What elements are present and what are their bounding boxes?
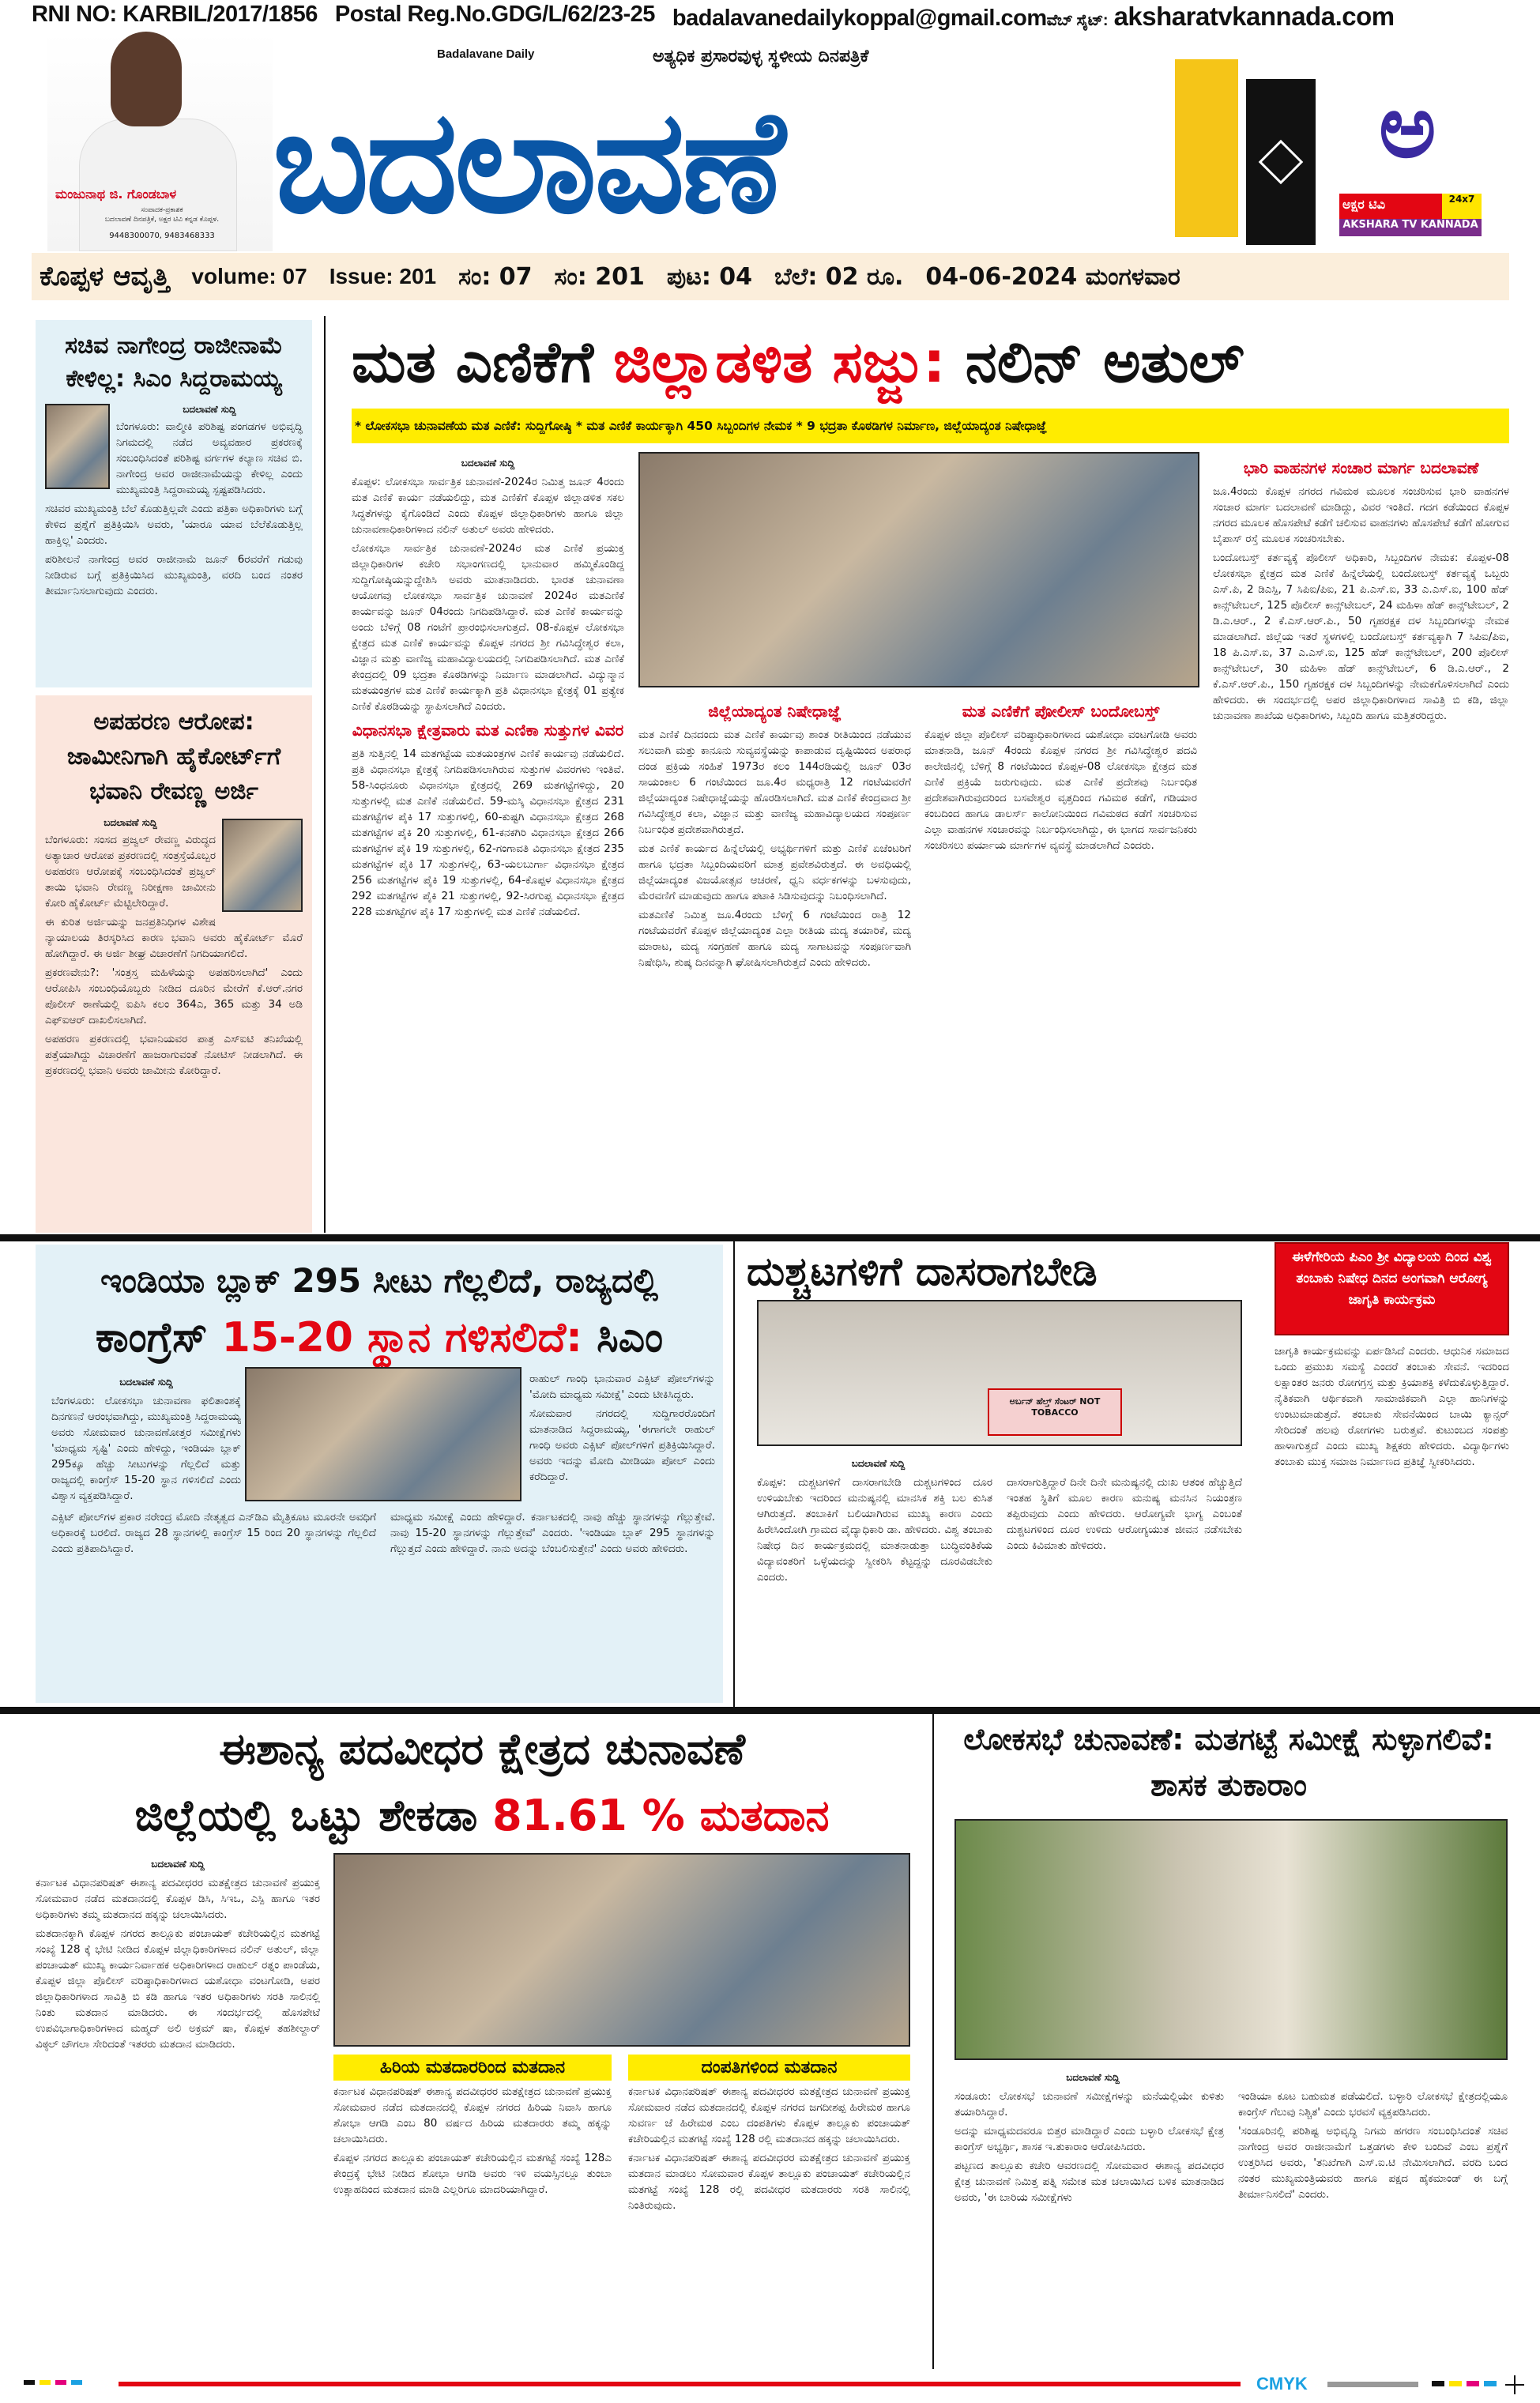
headline: ಸಚಿವ ನಾಗೇಂದ್ರ ರಾಜೀನಾಮೆ ಕೇಳಿಲ್ಲ: ಸಿಎಂ ಸಿದ್ದರಾಮಯ್ಯ xyxy=(65,332,283,393)
tobacco-event-photo xyxy=(757,1300,1242,1446)
paragraph: ಕರ್ನಾಟಕ ವಿಧಾನಪರಿಷತ್ ಈಶಾನ್ಯ ಪದವೀಧರರ ಮತಕ್ಷೇತ್ರದ ಚುನಾವಣೆ ಪ್ರಯುಕ್ತ ಸೋಮವಾರ ನಡೆದ ಮತದಾನದಲ್ಲಿ ಕೊಪ್ಪಳ ನಗರದ ಜಗದೀಶಪ್ಪ ಹಿರೇಮಠ ಹಾಗೂ ಸುವರ್ಣ ಜೆ ಹಿರೇಮಠ ಎಂಬ ದಂಪತಿಗಳು ಕೊಪ್ಪಳ ತಾಲ್ಲೂಕು ಪಂಚಾಯತ್ ಕಚೇರಿಯಲ್ಲಿನ ಮತಗಟ್ಟೆ ಸಂಖ್ಯೆ 128 ರಲ್ಲಿ ಮತದಾನದ ಹಕ್ಕನ್ನು ಚಲಾಯಿಸಿದರು. xyxy=(628,2085,910,2145)
officials-voting-photo xyxy=(333,1853,910,2047)
volume: volume: 07 xyxy=(191,264,307,288)
headline: ಇಂಡಿಯಾ ಬ್ಲಾಕ್ 295 ಸೀಟು ಗೆಲ್ಲಲಿದೆ, ರಾಜ್ಯದಲ್ಲಿ xyxy=(100,1261,658,1300)
subhead: ಜಿಲ್ಲೆಯಾದ್ಯಂತ ನಿಷೇಧಾಜ್ಞೆ xyxy=(708,702,842,721)
editor-role: ಸಂಪಾದಕ-ಪ್ರಕಾಶಕ ಬದಲಾವಣೆ ದಿನಪತ್ರಿಕೆ, ಅಕ್ಷರ ಟಿವಿ ಕನ್ನಡ ಕೊಪ್ಪಳ. xyxy=(104,206,220,224)
mla-voting-photo xyxy=(954,1819,1508,2060)
paragraph: ಲೋಕಸಭಾ ಸಾರ್ವತ್ರಿಕ ಚುನಾವಣೆ-2024ರ ಮತ ಎಣಿಕೆ ಪ್ರಯುಕ್ತ ಜಿಲ್ಲಾಧಿಕಾರಿಗಳ ಕಚೇರಿ ಸಭಾಂಗಣದಲ್ಲಿ ಭಾನುವಾರ ಹಮ್ಮಿಕೊಂಡಿದ್ದ ಸುದ್ದಿಗೋಷ್ಠಿಯನ್ನುದ್ದೇಶಿಸಿ ಅವರು ಮಾತನಾಡಿದರು. ಭಾರತ ಚುನಾವಣಾ ಆಯೋಗವು ಲೋಕಸಭಾ ಸಾರ್ವತ್ರಿಕ ಚುನಾವಣೆ 2024ರ ಮತಎಣಿಕೆ ಕಾರ್ಯವನ್ನು ಜೂನ್ 04ರಂದು ನಿಗದಿಪಡಿಸಿದ್ದಾರೆ. ಮತ ಎಣಿಕೆ ಕಾರ್ಯವನ್ನು ಅಂದು ಬೆಳಿಗ್ಗೆ 08 ಗಂಟೆಗೆ ಪ್ರಾರಂಭಿಸಲಾಗುತ್ತದೆ. 08-ಕೊಪ್ಪಳ ಲೋಕಸಭಾ ಕ್ಷೇತ್ರದ ಮತ ಎಣಿಕೆ ಕಾರ್ಯವನ್ನು ಕೊಪ್ಪಳ ನಗರದ ಶ್ರೀ ಗವಿಸಿದ್ಧೇಶ್ವರ ಕಲಾ, ವಿಜ್ಞಾನ ಮತ್ತು ವಾಣಿಜ್ಯ ಮಹಾವಿದ್ಯಾಲಯದಲ್ಲಿ ನಿಗದಿಪಡಿಸಲಾಗಿದೆ. ಮತ ಎಣಿಕೆ ಕೇಂದ್ರದಲ್ಲಿ 09 ಭದ್ರತಾ ಕೊಠಡಿಗಳನ್ನು ನಿರ್ಮಾಣ ಮಾಡಲಾಗಿದೆ. ವಿದ್ಯುನ್ಮಾನ ಮತಯಂತ್ರಗಳ ಮತ ಎಣಿಕೆ ಕಾರ್ಯಕ್ಕಾಗಿ ಪ್ರತಿ ವಿಧಾನಸಭಾ ಕ್ಷೇತ್ರಕ್ಕೆ 01 ಪ್ರತ್ಯೇಕ ಎಣಿಕೆ ಕೊಠಡಿಯನ್ನು ಸ್ಥಾಪಿಸಲಾಗಿದೆ ಎಂದರು. xyxy=(352,542,624,713)
northeast-body: ಬದಲಾವಣೆ ಸುದ್ದಿ ಕರ್ನಾಟಕ ವಿಧಾನಪರಿಷತ್ ಈಶಾನ್ಯ ಪದವೀಧರರ ಮತಕ್ಷೇತ್ರದ ಚುನಾವಣೆ ಪ್ರಯುಕ್ತ ಸೋಮವಾರ ನಡೆದ ಮತದಾನದಲ್ಲಿ ಕೊಪ್ಪಳ ಡಿಸಿ, ಸಿಇಒ, ಎಸ್ಪಿ ಹಾಗೂ ಇತರ ಅಧಿಕಾರಿಗಳು ತಮ್ಮ ಮತದಾನದ ಹಕ್ಕನ್ನು ಚಲಾಯಿಸಿದರು. ಮತದಾನಕ್ಕಾಗಿ ಕೊಪ್ಪಳ ನಗರದ ತಾಲ್ಲೂಕು ಪಂಚಾಯತ್ ಕಚೇರಿಯಲ್ಲಿನ ಮತಗಟ್ಟೆ ಸಂಖ್ಯೆ 128 ಕ್ಕೆ ಭೇಟಿ ನೀಡಿದ ಕೊಪ್ಪಳ ಜಿಲ್ಲಾಧಿಕಾರಿಗಳಾದ ನಲಿನ್ ಅತುಲ್, ಜಿಲ್ಲಾ ಪಂಚಾಯತ್ ಮುಖ್ಯ ಕಾರ್ಯನಿರ್ವಾಹಕ ಅಧಿಕಾರಿಗಳಾದ ರಾಹುಲ್ ರತ್ನಂ ಪಾಂಡೆಯ, ಕೊಪ್ಪಳ ಜಿಲ್ಲಾ ಪೊಲೀಸ್ ವರಿಷ್ಠಾಧಿಕಾರಿಗಳಾದ ಯಶೋಧಾ ವಂಟಗೋಡಿ, ಅಪರ ಜಿಲ್ಲಾಧಿಕಾರಿಗಳಾದ ಸಾವಿತ್ರಿ ಬಿ ಕಡಿ ಹಾಗೂ ಇತರ ಅಧಿಕಾರಿಗಳು ಸರತಿ ಸಾಲಿನಲ್ಲಿ ನಿಂತು ಮತದಾನ ಮಾಡಿದರು. ಈ ಸಂದರ್ಭದಲ್ಲಿ ಹೊಸಪೇಟೆ ಉಪವಿಭಾಗಾಧಿಕಾರಿಗಳಾದ ಮಹ್ಮದ್ ಅಲಿ ಅಕ್ರಮ್ ಷಾ, ಕೊಪ್ಪಳ ತಹಶೀಲ್ದಾರ್ ವಿಠ್ಠಲ್ ಚೌಗಲಾ ಸೇರಿದಂತೆ ಇತರರು ಮತದಾನ ಮಾಡಿದರು. xyxy=(36,1859,320,2051)
paragraph: ಕರ್ನಾಟಕ ವಿಧಾನಪರಿಷತ್ ಈಶಾನ್ಯ ಪದವೀಧರರ ಮತಕ್ಷೇತ್ರದ ಚುನಾವಣೆ ಪ್ರಯುಕ್ತ ಸೋಮವಾರ ನಡೆದ ಮತದಾನದಲ್ಲಿ ಕೊಪ್ಪಳ ನಗರದ ಹಿರಿಯ ನಿವಾಸಿ ಹಾಗೂ ಶೋಭಾ ಆಗಡಿ ಎಂಬ 80 ವರ್ಷದ ಹಿರಿಯ ಮತದಾರರು ತಮ್ಮ ಹಕ್ಕನ್ನು ಚಲಾಯಿಸಿದರು. xyxy=(333,2085,612,2145)
lead-col1: ಬದಲಾವಣೆ ಸುದ್ದಿ ಕೊಪ್ಪಳ: ಲೋಕಸಭಾ ಸಾರ್ವತ್ರಿಕ ಚುನಾವಣೆ-2024ರ ನಿಮಿತ್ತ ಜೂನ್ 4ರಂದು ಮತ ಎಣಿಕೆ ಕಾರ್ಯ ನಡೆಯಲಿದ್ದು, ಮತ ಎಣಿಕೆಗೆ ಕೊಪ್ಪಳ ಜಿಲ್ಲಾಡಳಿತ ಸಕಲ ಸಿದ್ಧತೆಗಳನ್ನು ಕೈಗೊಂಡಿದೆ ಎಂದು ಕೊಪ್ಪಳ ಜಿಲ್ಲಾಧಿಕಾರಿಗಳು ಹಾಗೂ ಜಿಲ್ಲಾ ಚುನಾವಣಾಧಿಕಾರಿಗಳಾದ ನಲಿನ್ ಅತುಲ್ ಅವರು ಹೇಳಿದರು. ಲೋಕಸಭಾ ಸಾರ್ವತ್ರಿಕ ಚುನಾವಣೆ-2024ರ ಮತ ಎಣಿಕೆ ಪ್ರಯುಕ್ತ ಜಿಲ್ಲಾಧಿಕಾರಿಗಳ ಕಚೇರಿ ಸಭಾಂಗಣದಲ್ಲಿ ಭಾನುವಾರ ಹಮ್ಮಿಕೊಂಡಿದ್ದ ಸುದ್ದಿಗೋಷ್ಠಿಯನ್ನುದ್ದೇಶಿಸಿ ಅವರು ಮಾತನಾಡಿದರು. ಭಾರತ ಚುನಾವಣಾ ಆಯೋಗವು ಲೋಕಸಭಾ ಸಾರ್ವತ್ರಿಕ ಚುನಾವಣೆ 2024ರ ಮತಎಣಿಕೆ ಕಾರ್ಯವನ್ನು ಜೂನ್ 04ರಂದು ನಿಗದಿಪಡಿಸಿದ್ದಾರೆ. ಮತ ಎಣಿಕೆ ಕಾರ್ಯವನ್ನು ಅಂದು ಬೆಳಿಗ್ಗೆ 08 ಗಂಟೆಗೆ ಪ್ರಾರಂಭಿಸಲಾಗುತ್ತದೆ. 08-ಕೊಪ್ಪಳ ಲೋಕಸಭಾ ಕ್ಷೇತ್ರದ ಮತ ಎಣಿಕೆ ಕಾರ್ಯವನ್ನು ಕೊಪ್ಪಳ ನಗರದ ಶ್ರೀ ಗವಿಸಿದ್ಧೇಶ್ವರ ಕಲಾ, ವಿಜ್ಞಾನ ಮತ್ತು ವಾಣಿಜ್ಯ ಮಹಾವಿದ್ಯಾಲಯದಲ್ಲಿ ನಿಗದಿಪಡಿಸಲಾಗಿದೆ. ಮತ ಎಣಿಕೆ ಕೇಂದ್ರದಲ್ಲಿ 09 ಭದ್ರತಾ ಕೊಠಡಿಗಳನ್ನು ನಿರ್ಮಾಣ ಮಾಡಲಾಗಿದೆ. ವಿದ್ಯುನ್ಮಾನ ಮತಯಂತ್ರಗಳ ಮತ ಎಣಿಕೆ ಕಾರ್ಯಕ್ಕಾಗಿ ಪ್ರತಿ ವಿಧಾನಸಭಾ ಕ್ಷೇತ್ರಕ್ಕೆ 01 ಪ್ರತ್ಯೇಕ ಎಣಿಕೆ ಕೊಠಡಿಯನ್ನು ಸ್ಥಾಪಿಸಲಾಗಿದೆ ಎಂದರು. ವಿಧಾನಸಭಾ ಕ್ಷೇತ್ರವಾರು ಮತ ಎಣಿಕಾ ಸುತ್ತುಗಳ ವಿವರ ಪ್ರತಿ ಸುತ್ತಿನಲ್ಲಿ 14 ಮತಗಟ್ಟೆಯ ಮತಯಂತ್ರಗಳ ಎಣಿಕೆ ಕಾರ್ಯವು ನಡೆಯಲಿದೆ. ಪ್ರತಿ ವಿಧಾನಸಭಾ ಕ್ಷೇತ್ರಕ್ಕೆ ನಿಗದಿಪಡಿಸಲಾಗಿರುವ ಸುತ್ತುಗಳ ವಿವರಗಳು ಇಂತಿವೆ. 58-ಸಿಂಧನೂರು ವಿಧಾನಸಭಾ ಕ್ಷೇತ್ರದಲ್ಲಿ 269 ಮತಗಟ್ಟೆಗಳಿದ್ದು, 20 ಸುತ್ತುಗಳಲ್ಲಿ ಮತ ಎಣಿಕೆ ನಡೆಯಲಿದೆ. 59-ಮಸ್ಕಿ ವಿಧಾನಸಭಾ ಕ್ಷೇತ್ರದ 231 ಮತಗಟ್ಟೆಗಳ ಪೈಕಿ 17 ಸುತ್ತುಗಳಲ್ಲಿ, 60-ಕುಷ್ಟಗಿ ವಿಧಾನಸಭಾ ಕ್ಷೇತ್ರದ 268 ಮತಗಟ್ಟೆಗಳ ಪೈಕಿ 20 ಸುತ್ತುಗಳಲ್ಲಿ, 61-ಕನಕಗಿರಿ ವಿಧಾನಸಭಾ ಕ್ಷೇತ್ರದ 266 ಮತಗಟ್ಟೆಗಳ ಪೈಕಿ 19 ಸುತ್ತುಗಳಲ್ಲಿ, 62-ಗಂಗಾವತಿ ವಿಧಾನಸಭಾ ಕ್ಷೇತ್ರದ 235 ಮತಗಟ್ಟೆಗಳ ಪೈಕಿ 17 ಸುತ್ತುಗಳಲ್ಲಿ, 63-ಯಲಬುರ್ಗಾ ವಿಧಾನಸಭಾ ಕ್ಷೇತ್ರದ 256 ಮತಗಟ್ಟೆಗಳ ಪೈಕಿ 19 ಸುತ್ತುಗಳಲ್ಲಿ, 64-ಕೊಪ್ಪಳ ವಿಧಾನಸಭಾ ಕ್ಷೇತ್ರದ 292 ಮತಗಟ್ಟೆಗಳ ಪೈಕಿ 21 ಸುತ್ತುಗಳಲ್ಲಿ, 92-ಸಿರಗುಪ್ಪ ವಿಧಾನಸಭಾ ಕ್ಷೇತ್ರದ 228 ಮತಗಟ್ಟೆಗಳ ಪೈಕಿ 17 ಸುತ್ತುಗಳಲ್ಲಿ ಮತ ಎಣಿಕೆ ನಡೆಯಲಿದೆ. xyxy=(352,458,624,918)
paragraph: ಬೆಂಗಳೂರು: ಲೋಕಸಭಾ ಚುನಾವಣಾ ಫಲಿತಾಂಶಕ್ಕೆ ದಿನಗಣನೆ ಆರಂಭವಾಗಿದ್ದು, ಮುಖ್ಯಮಂತ್ರಿ ಸಿದ್ದರಾಮಯ್ಯ ಅವರು ಸೋಮವಾರ ಚುನಾವಣೋತ್ತರ ಸಮೀಕ್ಷೆಗಳು 'ಮಾಧ್ಯಮ ಸೃಷ್ಟಿ' ಎಂದು ಹೇಳಿದ್ದು, ಇಂಡಿಯಾ ಬ್ಲಾಕ್ 295ಕ್ಕೂ ಹೆಚ್ಚು ಸೀಟುಗಳನ್ನು ಗೆಲ್ಲಲಿದೆ ಮತ್ತು ರಾಜ್ಯದಲ್ಲಿ ಕಾಂಗ್ರೆಸ್ 15-20 ಸ್ಥಾನ ಗಳಿಸಲಿದೆ ಎಂದು ವಿಶ್ವಾಸ ವ್ಯಕ್ತಪಡಿಸಿದ್ದಾರೆ. xyxy=(51,1395,241,1502)
bhavani-photo xyxy=(222,819,303,912)
website-link[interactable]: aksharatvkannada.com xyxy=(1113,2,1395,31)
price: ಬೆಲೆ: 02 ರೂ. xyxy=(774,262,904,291)
tobacco-box-headline: ಈಳೆಗೇರಿಯ ಪಿಎಂ ಶ್ರೀ ವಿದ್ಯಾಲಯ ದಿಂದ ವಿಶ್ವ ತಂಬಾಕು ನಿಷೇಧ ದಿನದ ಅಂಗವಾಗಿ ಆರೋಗ್ಯ ಜಾಗೃತಿ ಕಾರ್ಯಕ್ರಮ xyxy=(1275,1242,1509,1335)
lead-col2 xyxy=(638,695,911,1230)
headline-line2: ಕಾಂಗ್ರೆಸ್ 15-20 ಸ್ಥಾನ ಗಳಿಸಲಿದೆ: ಸಿಎಂ xyxy=(95,1314,664,1362)
paragraph: ಸೋಮವಾರ ನಗರದಲ್ಲಿ ಸುದ್ದಿಗಾರರೊಂದಿಗೆ ಮಾತನಾಡಿದ ಸಿದ್ದರಾಮಯ್ಯ, 'ಈಗಾಗಲೇ ರಾಹುಲ್ ಗಾಂಧಿ ಅವರು ಎಕ್ಸಿಟ್ ಪೋಲ್‌ಗಳಿಗೆ ಪ್ರತಿಕ್ರಿಯಿಸಿದ್ದಾರೆ. ಅವರು ಇದನ್ನು ಮೋದಿ ಮೀಡಿಯಾ ಪೋಲ್ ಎಂದು ಕರೆದಿದ್ದಾರೆ. xyxy=(529,1407,715,1483)
akshara-tv-logo: ಅ ಅಕ್ಷರ ಟಿವಿ 24x7 AKSHARA TV KANNADA xyxy=(1339,67,1482,237)
paragraph: ಬಂದೋಬಸ್ತ್ ಕರ್ತವ್ಯಕ್ಕೆ ಪೊಲೀಸ್ ಅಧಿಕಾರಿ, ಸಿಬ್ಬಂದಿಗಳ ನೇಮಕ: ಕೊಪ್ಪಳ-08 ಲೋಕಸಭಾ ಕ್ಷೇತ್ರದ ಮತ ಎಣಿಕೆ ಹಿನ್ನೆಲೆಯಲ್ಲಿ ಬಂದೋಬಸ್ತ್ ಕರ್ತವ್ಯಕ್ಕೆ ಒಬ್ಬರು ಎಸ್.ಪಿ, 2 ಡಿಎಸ್ಪಿ, 7 ಸಿಪಿಐ/ಪಿಐ, 21 ಪಿ.ಎಸ್.ಐ, 33 ಎ.ಎಸ್.ಐ, 100 ಹೆಡ್ ಕಾನ್ಸ್‌ಟೇಬಲ್, 125 ಪೊಲೀಸ್ ಕಾನ್ಸ್‌ಟೇಬಲ್, 24 ಮಹಿಳಾ ಹೆಡ್ ಕಾನ್ಸ್‌ಟೇಬಲ್, 2 ಡಿ.ಎ.ಆರ್., 2 ಕೆ.ಎಸ್.ಆರ್.ಪಿ., 50 ಗೃಹರಕ್ಷಕ ದಳ ಸಿಬ್ಬಂದಿಗಳನ್ನು ನೇಮಕ ಮಾಡಲಾಗಿದೆ. ಜಿಲ್ಲೆಯ ಇತರೆ ಸ್ಥಳಗಳಲ್ಲಿ ಬಂದೋಬಸ್ತ್ ಕರ್ತವ್ಯಕ್ಕಾಗಿ 7 ಸಿಪಿಐ/ಪಿಐ, 18 ಪಿ.ಎಸ್.ಐ, 37 ಎ.ಎಸ್.ಐ, 125 ಹೆಡ್ ಕಾನ್ಸ್‌ಟೇಬಲ್, 200 ಪೊಲೀಸ್ ಕಾನ್ಸ್‌ಟೇಬಲ್, 30 ಮಹಿಳಾ ಹೆಡ್ ಕಾನ್ಸ್‌ಟೇಬಲ್, 6 ಡಿ.ಎ.ಆರ್., 2 ಕೆ.ಎಸ್.ಆರ್.ಪಿ., 150 ಗೃಹರಕ್ಷಕ ದಳ ಸಿಬ್ಬಂದಿಗಳನ್ನು ನೇಮಕಗೊಳಿಸಲಾಗಿದೆ ಎಂದು ಹೇಳಿದರು. ಈ ಸಂದರ್ಭದಲ್ಲಿ ಅಪರ ಜಿಲ್ಲಾಧಿಕಾರಿಗಳಾದ ಸಾವಿತ್ರಿ ಬಿ ಕಡಿ, ಜಿಲ್ಲಾ ಚುನಾವಣಾ ಶಾಖೆಯ ಅಧಿಕಾರಿಗಳು, ಸಿಬ್ಬಂದಿ ಹಾಗೂ ಮತ್ತಿತರರಿದ್ದರು. xyxy=(1213,552,1509,722)
issue: Issue: 201 xyxy=(329,264,437,288)
cm-photo xyxy=(45,404,110,489)
paragraph: ಪ್ರತಿ ಸುತ್ತಿನಲ್ಲಿ 14 ಮತಗಟ್ಟೆಯ ಮತಯಂತ್ರಗಳ ಎಣಿಕೆ ಕಾರ್ಯವು ನಡೆಯಲಿದೆ. ಪ್ರತಿ ವಿಧಾನಸಭಾ ಕ್ಷೇತ್ರಕ್ಕೆ ನಿಗದಿಪಡಿಸಲಾಗಿರುವ ಸುತ್ತುಗಳ ವಿವರಗಳು ಇಂತಿವೆ. 58-ಸಿಂಧನೂರು ವಿಧಾನಸಭಾ ಕ್ಷೇತ್ರದಲ್ಲಿ 269 ಮತಗಟ್ಟೆಗಳಿದ್ದು, 20 ಸುತ್ತುಗಳಲ್ಲಿ ಮತ ಎಣಿಕೆ ನಡೆಯಲಿದೆ. 59-ಮಸ್ಕಿ ವಿಧಾನಸಭಾ ಕ್ಷೇತ್ರದ 231 ಮತಗಟ್ಟೆಗಳ ಪೈಕಿ 17 ಸುತ್ತುಗಳಲ್ಲಿ, 60-ಕುಷ್ಟಗಿ ವಿಧಾನಸಭಾ ಕ್ಷೇತ್ರದ 268 ಮತಗಟ್ಟೆಗಳ ಪೈಕಿ 20 ಸುತ್ತುಗಳಲ್ಲಿ, 61-ಕನಕಗಿರಿ ವಿಧಾನಸಭಾ ಕ್ಷೇತ್ರದ 266 ಮತಗಟ್ಟೆಗಳ ಪೈಕಿ 19 ಸುತ್ತುಗಳಲ್ಲಿ, 62-ಗಂಗಾವತಿ ವಿಧಾನಸಭಾ ಕ್ಷೇತ್ರದ 235 ಮತಗಟ್ಟೆಗಳ ಪೈಕಿ 17 ಸುತ್ತುಗಳಲ್ಲಿ, 63-ಯಲಬುರ್ಗಾ ವಿಧಾನಸಭಾ ಕ್ಷೇತ್ರದ 256 ಮತಗಟ್ಟೆಗಳ ಪೈಕಿ 19 ಸುತ್ತುಗಳಲ್ಲಿ, 64-ಕೊಪ್ಪಳ ವಿಧಾನಸಭಾ ಕ್ಷೇತ್ರದ 292 ಮತಗಟ್ಟೆಗಳ ಪೈಕಿ 21 ಸುತ್ತುಗಳಲ್ಲಿ, 92-ಸಿರಗುಪ್ಪ ವಿಧಾನಸಭಾ ಕ್ಷೇತ್ರದ 228 ಮತಗಟ್ಟೆಗಳ ಪೈಕಿ 17 ಸುತ್ತುಗಳಲ್ಲಿ ಮತ ಎಣಿಕೆ ನಡೆಯಲಿದೆ. xyxy=(352,748,624,918)
paragraph: ಪಟ್ಟಣದ ತಾಲ್ಲೂಕು ಕಚೇರಿ ಆವರಣದಲ್ಲಿ ಸೋಮವಾರ ಈಶಾನ್ಯ ಪದವೀಧರ ಕ್ಷೇತ್ರ ಚುನಾವಣೆ ನಿಮಿತ್ತ ಪತ್ನಿ ಸಮೇತ ಮತ ಚಲಾಯಿಸಿದ ಬಳಿಕ ಮಾತನಾಡಿದ ಅವರು, 'ಈ ಬಾರಿಯ ಸಮೀಕ್ಷೆಗಳು xyxy=(954,2160,1224,2204)
compass-logo xyxy=(1175,59,1238,237)
paragraph: ಸಚಿವರ ಮುಖ್ಯಮಂತ್ರಿ ಬೆಲೆ ಕೊಡುತ್ತಿಲ್ಲವೇ ಎಂದು ಪತ್ರಿಕಾ ಅಧಿಕಾರಿಗಳು ಬಗ್ಗೆ ಕೇಳಿದ ಪ್ರಶ್ನೆಗೆ ಪ್ರತಿಕ್ರಿಯಿಸಿ ಅವರು, 'ಯಾರೂ ಯಾವ ಬೆಲೆಕೊಡುತ್ತಿಲ್ಲ ಹಾಕ್ತಿಲ್ಲ' ಎಂದರು. xyxy=(45,503,303,547)
article-congress xyxy=(36,1245,723,1703)
email-link[interactable]: badalavanedailykoppal@gmail.com xyxy=(672,6,1047,31)
byline: ಬದಲಾವಣೆ ಸುದ್ದಿ xyxy=(119,1377,173,1388)
cmyk-label: CMYK xyxy=(1256,2374,1308,2394)
paragraph: ಜೂ.4ರಂದು ಕೊಪ್ಪಳ ನಗರದ ಗವಿಮಠ ಮೂಲಕ ಸಂಚರಿಸುವ ಭಾರಿ ವಾಹನಗಳ ಸಂಚಾರ ಮಾರ್ಗ ಬದಲಾವಣೆ ಮಾಡಿದ್ದು, ವಿವರ ಇಂತಿದೆ. ಗದಗ ಕಡೆಯಿಂದ ಕೊಪ್ಪಳ ನಗರದ ಮೂಲಕ ಹೊಸಪೇಟೆ ಕಡೆಗೆ ಚಲಿಸುವ ವಾಹನಗಳು ಹೊಸಪೇಟೆ ಕಡೆಗೆ ಹೋಗುವ ಬೈಪಾಸ್ ರಸ್ತೆ ಮೂಲಕ ಸಂಚರಿಸಬೇಕು. xyxy=(1213,485,1509,545)
edition-bar xyxy=(32,253,1509,300)
lead-headline: ಮತ ಎಣಿಕೆಗೆ ಜಿಲ್ಲಾಡಳಿತ ಸಜ್ಜು: ನಲಿನ್ ಅತುಲ್ xyxy=(352,329,1244,395)
lead-col4 xyxy=(1213,452,1509,1230)
date: 04-06-2024 ಮಂಗಳವಾರ xyxy=(925,262,1180,291)
crosshair-icon xyxy=(1505,2375,1524,2394)
paragraph: ಕರ್ನಾಟಕ ವಿಧಾನಪರಿಷತ್ ಈಶಾನ್ಯ ಪದವೀಧರರ ಮತಕ್ಷೇತ್ರದ ಚುನಾವಣೆ ಪ್ರಯುಕ್ತ ಮತದಾನ ಮಾಡಲು ಸೋಮವಾರ ಕೊಪ್ಪಳ ತಾಲ್ಲೂಕು ಪಂಚಾಯತ್ ಕಚೇರಿಯಲ್ಲಿನ ಮತಗಟ್ಟೆ ಸಂಖ್ಯೆ 128 ರಲ್ಲಿ ಪದವೀಧರ ಮತದಾರರು ಸರತಿ ಸಾಲಿನಲ್ಲಿ ನಿಂತಿರುವುದು. xyxy=(628,2152,910,2212)
paragraph: ಪ್ರಕರಣವೇನು?: 'ಸಂತ್ರಸ್ತ ಮಹಿಳೆಯನ್ನು ಅಪಹರಿಸಲಾಗಿದೆ' ಎಂದು ಆರೋಪಿಸಿ ಸಂಬಂಧಿಯೊಬ್ಬರು ನೀಡಿದ ದೂರಿನ ಮೇರೆಗೆ ಕೆ.ಆರ್.ನಗರ ಪೊಲೀಸ್ ಠಾಣೆಯಲ್ಲಿ ಐಪಿಸಿ ಕಲಂ 364ಎ, 365 ಮತ್ತು 34 ಅಡಿ ಎಫ್‌ಐಆರ್ ದಾಖಲಿಸಲಾಗಿದೆ. xyxy=(45,966,303,1026)
tobacco-body: ಬದಲಾವಣೆ ಸುದ್ದಿ ಕೊಪ್ಪಳ: ದುಶ್ಚಟಗಳಿಗೆ ದಾಸರಾಗಬೇಡಿ ದುಶ್ಚಟಗಳಿಂದ ದೂರ ಉಳಿಯಬೇಕು ಇದರಿಂದ ಮನುಷ್ಯನಲ್ಲಿ ಮಾನಸಿಕ ಶಕ್ತಿ ಬಲ ಕುಸಿತ ಆಗಿರುತ್ತದೆ. ತಂಬಾಕಿಗೆ ಬಲಿಯಾಗಿರುವ ಮುಖ್ಯ ಕಾರಣ ಎಂದು ಹಿರೇಸಿಂದೋಗಿ ಗ್ರಾಮದ ವೈದ್ಯಾಧಿಕಾರಿ ಡಾ. ಹೇಳಿದರು. ವಿಶ್ವ ತಂಬಾಕು ನಿಷೇಧ ದಿನ ಕಾರ್ಯಕ್ರಮದಲ್ಲಿ ಮಾತನಾಡುತ್ತಾ ಬುದ್ಧಿವಂತಿಕೆಯ ವಿದ್ಯಾವಂತರಿಗೆ ಒಳ್ಳೆಯದನ್ನು ಸ್ವೀಕರಿಸಿ ಕೆಟ್ಟದ್ದನ್ನು ದೂರವಿಡಬೇಕು ಎಂದರು. ದಾಸರಾಗುತ್ತಿದ್ದಾರೆ ದಿನೇ ದಿನೇ ಮನುಷ್ಯನಲ್ಲಿ ದುಃಖ ಆತಂಕ ಹೆಚ್ಚುತ್ತಿದೆ ಇಂತಹ ಸ್ಥಿತಿಗೆ ಮೂಲ ಕಾರಣ ಮನುಷ್ಯ ಮನಸಿನ ನಿಯಂತ್ರಣ ತಪ್ಪಿರುವುದು ಎಂದು ಹೇಳಿದರು. ಆರೋಗ್ಯವೇ ಭಾಗ್ಯ ಎಂಬಂತೆ ದುಶ್ಚಟಗಳಿಂದ ದೂರ ಉಳಿದು ಆರೋಗ್ಯಯುತ ಜೀವನ ನಡೆಸಬೇಕು ಎಂದು ಕಿವಿಮಾತು ಹೇಳಿದರು. xyxy=(757,1458,1242,1584)
compass-icon xyxy=(1246,79,1316,245)
article-nagendra xyxy=(36,320,312,687)
paragraph: ಮತ ಎಣಿಕೆ ಕಾರ್ಯದ ಹಿನ್ನೆಲೆಯಲ್ಲಿ ಅಭ್ಯರ್ಥಿಗಳಿಗೆ ಮತ್ತು ಎಣಿಕೆ ಏಜೆಂಟರಿಗೆ ಹಾಗೂ ಭದ್ರತಾ ಸಿಬ್ಬಂದಿಯವರಿಗೆ ಮಾತ್ರ ಪ್ರವೇಶವಿರುತ್ತದೆ. ಈ ಅವಧಿಯಲ್ಲಿ ಜಿಲ್ಲೆಯಾದ್ಯಂತ ವಿಜಯೋತ್ಸವ ಆಚರಣೆ, ಧ್ವನಿ ವರ್ಧಕಗಳನ್ನು ಬಳಸುವುದು, ಮೆರವಣಿಗೆ ಮಾಡುವುದು ಹಾಗೂ ಪಟಾಕಿ ಸಿಡಿಸುವುದನ್ನು ನಿಬಂಧಿಸಲಾಗಿದೆ. xyxy=(638,842,911,902)
paragraph: ಮತದಾನಕ್ಕಾಗಿ ಕೊಪ್ಪಳ ನಗರದ ತಾಲ್ಲೂಕು ಪಂಚಾಯತ್ ಕಚೇರಿಯಲ್ಲಿನ ಮತಗಟ್ಟೆ ಸಂಖ್ಯೆ 128 ಕ್ಕೆ ಭೇಟಿ ನೀಡಿದ ಕೊಪ್ಪಳ ಜಿಲ್ಲಾಧಿಕಾರಿಗಳಾದ ನಲಿನ್ ಅತುಲ್, ಜಿಲ್ಲಾ ಪಂಚಾಯತ್ ಮುಖ್ಯ ಕಾರ್ಯನಿರ್ವಾಹಕ ಅಧಿಕಾರಿಗಳಾದ ರಾಹುಲ್ ರತ್ನಂ ಪಾಂಡೆಯ, ಕೊಪ್ಪಳ ಜಿಲ್ಲಾ ಪೊಲೀಸ್ ವರಿಷ್ಠಾಧಿಕಾರಿಗಳಾದ ಯಶೋಧಾ ವಂಟಗೋಡಿ, ಅಪರ ಜಿಲ್ಲಾಧಿಕಾರಿಗಳಾದ ಸಾವಿತ್ರಿ ಬಿ ಕಡಿ ಹಾಗೂ ಇತರ ಅಧಿಕಾರಿಗಳು ಸರತಿ ಸಾಲಿನಲ್ಲಿ ನಿಂತು ಮತದಾನ ಮಾಡಿದರು. ಈ ಸಂದರ್ಭದಲ್ಲಿ ಹೊಸಪೇಟೆ ಉಪವಿಭಾಗಾಧಿಕಾರಿಗಳಾದ ಮಹ್ಮದ್ ಅಲಿ ಅಕ್ರಮ್ ಷಾ, ಕೊಪ್ಪಳ ತಹಶೀಲ್ದಾರ್ ವಿಠ್ಠಲ್ ಚೌಗಲಾ ಸೇರಿದಂತೆ ಇತರರು ಮತದಾನ ಮಾಡಿದರು. xyxy=(36,1927,320,2051)
paragraph: ಮತ ಎಣಿಕೆ ದಿನದಂದು ಮತ ಎಣಿಕೆ ಕಾರ್ಯವು ಶಾಂತ ರೀತಿಯಿಂದ ನಡೆಯುವ ಸಲುವಾಗಿ ಮತ್ತು ಕಾನೂನು ಸುವ್ಯವಸ್ಥೆಯನ್ನು ಕಾಪಾಡುವ ದೃಷ್ಟಿಯಿಂದ ಅಪರಾಧ ದಂಡ ಪ್ರಕ್ರಿಯ ಸಂಹಿತೆ 1973ರ ಕಲಂ 144ರಡಿಯಲ್ಲಿ ಜೂನ್ 03ರ ಸಾಯಂಕಾಲ 6 ಗಂಟೆಯಿಂದ ಜೂ.4ರ ಮಧ್ಯರಾತ್ರಿ 12 ಗಂಟೆಯವರೆಗೆ ಜಿಲ್ಲೆಯಾದ್ಯಂತ ನಿಷೇಧಾಜ್ಞೆಯನ್ನು ಹೊರಡಿಸಲಾಗಿದೆ. ಮತ ಎಣಿಕೆ ಕೇಂದ್ರವಾದ ಶ್ರೀ ಗವಿಸಿದ್ಧೇಶ್ವರ ಕಲಾ, ವಿಜ್ಞಾನ ಮತ್ತು ವಾಣಿಜ್ಯ ಮಹಾವಿದ್ಯಾಲಯದ ಸಂಪೂರ್ಣ ನಿರ್ಬಂಧಿತ ಪ್ರದೇಶವಾಗಿರುತ್ತದೆ. xyxy=(638,729,911,836)
paragraph: ಎಕ್ಸಿಟ್ ಪೋಲ್‌ಗಳ ಪ್ರಕಾರ ನರೇಂದ್ರ ಮೋದಿ ನೇತೃತ್ವದ ಎನ್‌ಡಿಎ ಮೈತ್ರಿಕೂಟ ಮೂರನೇ ಅವಧಿಗೆ ಅಧಿಕಾರಕ್ಕೆ ಬರಲಿದೆ. ರಾಜ್ಯದ 28 ಸ್ಥಾನಗಳಲ್ಲಿ ಕಾಂಗ್ರೆಸ್ 15 ರಿಂದ 20 ಸ್ಥಾನಗಳನ್ನು ಗೆಲ್ಲಲಿದೆ ಎಂದು ಪ್ರತಿಪಾದಿಸಿದ್ದಾರೆ. xyxy=(51,1511,376,1555)
subhead: ದಂಪತಿಗಳಿಂದ ಮತದಾನ xyxy=(628,2055,910,2081)
senior-voters-article xyxy=(333,2055,612,2368)
postal-reg: Postal Reg.No.GDG/L/62/23-25 xyxy=(334,2,655,27)
paragraph: ಕೊಪ್ಪಳ: ಲೋಕಸಭಾ ಸಾರ್ವತ್ರಿಕ ಚುನಾವಣೆ-2024ರ ನಿಮಿತ್ತ ಜೂನ್ 4ರಂದು ಮತ ಎಣಿಕೆ ಕಾರ್ಯ ನಡೆಯಲಿದ್ದು, ಮತ ಎಣಿಕೆಗೆ ಕೊಪ್ಪಳ ಜಿಲ್ಲಾಡಳಿತ ಸಕಲ ಸಿದ್ಧತೆಗಳನ್ನು ಕೈಗೊಂಡಿದೆ ಎಂದು ಕೊಪ್ಪಳ ಜಿಲ್ಲಾಧಿಕಾರಿಗಳು ಹಾಗೂ ಜಿಲ್ಲಾ ಚುನಾವಣಾಧಿಕಾರಿಗಳಾದ ನಲಿನ್ ಅತುಲ್ ಅವರು ಹೇಳಿದರು. xyxy=(352,476,624,536)
editor-phone: 9448300070, 9483468333 xyxy=(109,232,215,240)
survey-headline: ಲೋಕಸಭೆ ಚುನಾವಣೆ: ಮತಗಟ್ಟೆ ಸಮೀಕ್ಷೆ ಸುಳ್ಳಾಗಲಿವೆ: ಶಾಸಕ ತುಕಾರಾಂ xyxy=(963,1722,1494,1802)
headline: ಅಪಹರಣ ಆರೋಪ: ಜಾಮೀನಿಗಾಗಿ ಹೈಕೋರ್ಟ್‌ಗೆ ಭವಾನಿ ರೇವಣ್ಣ ಅರ್ಜಿ xyxy=(66,708,281,805)
paragraph: ಮತಎಣಿಕೆ ನಿಮಿತ್ತ ಜೂ.4ರಂದು ಬೆಳಿಗ್ಗೆ 6 ಗಂಟೆಯಿಂದ ರಾತ್ರಿ 12 ಗಂಟೆಯವರೆಗೆ ಕೊಪ್ಪಳ ಜಿಲ್ಲೆಯಾದ್ಯಂತ ಎಲ್ಲಾ ರೀತಿಯ ಮದ್ಯ ತಯಾರಿಕೆ, ಮದ್ಯ ಮಾರಾಟ, ಮದ್ಯ ಸಂಗ್ರಹಣೆ ಹಾಗೂ ಮದ್ಯ ಸಾಗಾಟವನ್ನು ಸಂಪೂರ್ಣವಾಗಿ ನಿಷೇಧಿಸಿ, ಶುಷ್ಕ ದಿನವನ್ನಾಗಿ ಘೋಷಿಸಲಾಗಿರುತ್ತದೆ ಎಂದು ಹೇಳಿದರು. xyxy=(638,909,911,969)
paragraph: ಬೆಂಗಳೂರು: ವಾಲ್ಮೀಕಿ ಪರಿಶಿಷ್ಟ ಪಂಗಡಗಳ ಅಭಿವೃದ್ಧಿ ನಿಗಮದಲ್ಲಿ ನಡೆದ ಅವ್ಯವಹಾರ ಪ್ರಕರಣಕ್ಕೆ ಸಂಬಂಧಿಸಿದಂತೆ ಪರಿಶಿಷ್ಟ ವರ್ಗಗಳ ಕಲ್ಯಾಣ ಸಚಿವ ಬಿ. ನಾಗೇಂದ್ರ ಅವರ ರಾಜೀನಾಮೆಯನ್ನು ಕೇಳಿಲ್ಲ ಎಂದು ಮುಖ್ಯಮಂತ್ರಿ ಸಿದ್ದರಾಮಯ್ಯ ಸ್ಪಷ್ಟಪಡಿಸಿದರು. xyxy=(116,420,303,496)
paragraph: ಪರಿಶೀಲನೆ ನಾಗೇಂದ್ರ ಅವರ ರಾಜೀನಾಮೆ ಜೂನ್ 6ರವರೆಗೆ ಗಡುವು ನೀಡಿರುವ ಬಗ್ಗೆ ಪ್ರತಿಕ್ರಿಯಿಸಿದ ಮುಖ್ಯಮಂತ್ರಿ, ವರದಿ ಬಂದ ನಂತರ ತೀರ್ಮಾನಿಸಲಾಗುವುದು ಎಂದರು. xyxy=(45,553,303,597)
paragraph: ಕೊಪ್ಪಳ: ದುಶ್ಚಟಗಳಿಗೆ ದಾಸರಾಗಬೇಡಿ ದುಶ್ಚಟಗಳಿಂದ ದೂರ ಉಳಿಯಬೇಕು ಇದರಿಂದ ಮನುಷ್ಯನಲ್ಲಿ ಮಾನಸಿಕ ಶಕ್ತಿ ಬಲ ಕುಸಿತ ಆಗಿರುತ್ತದೆ. ತಂಬಾಕಿಗೆ ಬಲಿಯಾಗಿರುವ ಮುಖ್ಯ ಕಾರಣ ಎಂದು ಹಿರೇಸಿಂದೋಗಿ ಗ್ರಾಮದ ವೈದ್ಯಾಧಿಕಾರಿ ಡಾ. ಹೇಳಿದರು. ವಿಶ್ವ ತಂಬಾಕು ನಿಷೇಧ ದಿನ ಕಾರ್ಯಕ್ರಮದಲ್ಲಿ ಮಾತನಾಡುತ್ತಾ ಬುದ್ಧಿವಂತಿಕೆಯ ವಿದ್ಯಾವಂತರಿಗೆ ಒಳ್ಳೆಯದನ್ನು ಸ್ವೀಕರಿಸಿ ಕೆಟ್ಟದ್ದನ್ನು ದೂರವಿಡಬೇಕು ಎಂದರು. xyxy=(757,1476,992,1584)
paragraph: ರಾಹುಲ್ ಗಾಂಧಿ ಭಾನುವಾರ ಎಕ್ಸಿಟ್ ಪೋಲ್‌ಗಳನ್ನು 'ಮೋದಿ ಮಾಧ್ಯಮ ಸಮೀಕ್ಷೆ' ಎಂದು ಟೀಕಿಸಿದ್ದರು. xyxy=(529,1373,715,1401)
tagline: ಅತ್ಯಧಿಕ ಪ್ರಸಾರವುಳ್ಳ ಸ್ಥಳೀಯ ದಿನಪತ್ರಿಕೆ xyxy=(653,47,869,66)
couple-voters-article xyxy=(628,2055,910,2368)
subhead: ಭಾರಿ ವಾಹನಗಳ ಸಂಚಾರ ಮಾರ್ಗ ಬದಲಾವಣೆ xyxy=(1243,458,1479,477)
paragraph: ಸಂಡೂರು: ಲೋಕಸಭೆ ಚುನಾವಣೆ ಸಮೀಕ್ಷೆಗಳನ್ನು ಮನೆಯಲ್ಲಿಯೇ ಕುಳಿತು ತಯಾರಿಸಿದ್ದಾರೆ. xyxy=(954,2090,1224,2119)
edition-name: ಕೊಪ್ಪಳ ಆವೃತ್ತಿ xyxy=(40,261,170,292)
masthead-logo: ಬದಲಾವಣೆ xyxy=(273,80,782,245)
daily-label: Badalavane Daily xyxy=(437,47,535,61)
northeast-headline: ಈಶಾನ್ಯ ಪದವೀಧರ ಕ್ಷೇತ್ರದ ಚುನಾವಣೆ xyxy=(218,1724,745,1774)
tobacco-box-body xyxy=(1275,1343,1509,1704)
top-info-line xyxy=(32,2,1517,33)
paragraph: ಅಪಹರಣ ಪ್ರಕರಣದಲ್ಲಿ ಭವಾನಿಯವರ ಪಾತ್ರ ಎಸ್‌ಐಟಿ ತನಿಖೆಯಲ್ಲಿ ಪತ್ತೆಯಾಗಿದ್ದು ವಿಚಾರಣೆಗೆ ಹಾಜರಾಗುವಂತೆ ನೋಟಿಸ್ ನೀಡಲಾಗಿದೆ. ಈ ಪ್ರಕರಣದಲ್ಲಿ ಭವಾನಿ ಅವರು ಜಾಮೀನು ಕೋರಿದ್ದಾರೆ. xyxy=(45,1033,303,1077)
survey-body: ಬದಲಾವಣೆ ಸುದ್ದಿ ಸಂಡೂರು: ಲೋಕಸಭೆ ಚುನಾವಣೆ ಸಮೀಕ್ಷೆಗಳನ್ನು ಮನೆಯಲ್ಲಿಯೇ ಕುಳಿತು ತಯಾರಿಸಿದ್ದಾರೆ. ಅದನ್ನು ಮಾಧ್ಯಮದವರೂ ಬಿತ್ತರ ಮಾಡಿದ್ದಾರೆ ಎಂದು ಬಳ್ಳಾರಿ ಲೋಕಸಭೆ ಕ್ಷೇತ್ರ ಕಾಂಗ್ರೆಸ್ ಅಭ್ಯರ್ಥಿ, ಶಾಸಕ ಇ.ತುಕಾರಾಂ ಆರೋಪಿಸಿದರು. ಪಟ್ಟಣದ ತಾಲ್ಲೂಕು ಕಚೇರಿ ಆವರಣದಲ್ಲಿ ಸೋಮವಾರ ಈಶಾನ್ಯ ಪದವೀಧರ ಕ್ಷೇತ್ರ ಚುನಾವಣೆ ನಿಮಿತ್ತ ಪತ್ನಿ ಸಮೇತ ಮತ ಚಲಾಯಿಸಿದ ಬಳಿಕ ಮಾತನಾಡಿದ ಅವರು, 'ಈ ಬಾರಿಯ ಸಮೀಕ್ಷೆಗಳು ಇಂಡಿಯಾ ಕೂಟ ಬಹುಮತ ಪಡೆಯಲಿದೆ. ಬಳ್ಳಾರಿ ಲೋಕಸಭೆ ಕ್ಷೇತ್ರದಲ್ಲಿಯೂ ಕಾಂಗ್ರೆಸ್ ಗೆಲುವು ನಿಶ್ಚಿತ' ಎಂದು ಭರವಸೆ ವ್ಯಕ್ತಪಡಿಸಿದರು. 'ಸಂಡೂರಿನಲ್ಲಿ ಪರಿಶಿಷ್ಟ ಅಭಿವೃದ್ಧಿ ನಿಗಮ ಹಗರಣ ಸಂಬಂಧಿಸಿದಂತೆ ಸಚಿವ ನಾಗೇಂದ್ರ ಅವರ ರಾಜೀನಾಮೆಗೆ ಒತ್ತಡಗಳು ಕೇಳಿ ಬಂದಿವೆ ಎಂಬ ಪ್ರಶ್ನೆಗೆ ಉತ್ತರಿಸಿದ ಅವರು, 'ತನಿಖೆಗಾಗಿ ಎಸ್.ಐ.ಟಿ ನೇಮಿಸಲಾಗಿದೆ. ವರದಿ ಬಂದ ನಂತರ ಮುಖ್ಯಮಂತ್ರಿಯವರು ಹಾಗೂ ಪಕ್ಷದ ಹೈಕಮಾಂಡ್ ಈ ಬಗ್ಗೆ ತೀರ್ಮಾನಿಸಲಿದೆ' ಎಂದರು. xyxy=(954,2072,1508,2204)
byline: ಬದಲಾವಣೆ ಸುದ್ದಿ xyxy=(104,817,157,828)
tobacco-banner: ಅರ್ಬನ್ ಹೆಲ್ತ್ ಸೆಂಟರ್ NOT TOBACCO xyxy=(988,1388,1122,1436)
pages: ಪುಟ: 04 xyxy=(666,262,753,291)
paragraph: ಕೊಪ್ಪಳ ನಗರದ ತಾಲ್ಲೂಕು ಪಂಚಾಯತ್ ಕಚೇರಿಯಲ್ಲಿನ ಮತಗಟ್ಟೆ ಸಂಖ್ಯೆ 128ಎ ಕೇಂದ್ರಕ್ಕೆ ಭೇಟಿ ನೀಡಿದ ಶೋಭಾ ಆಗಡಿ ಅವರು ಇಳಿ ವಯಸ್ಸಿನಲ್ಲೂ ತುಂಬಾ ಉತ್ಸಾಹದಿಂದ ಮತದಾನ ಮಾಡಿ ಎಲ್ಲರಿಗೂ ಮಾದರಿಯಾಗಿದ್ದಾರೆ. xyxy=(333,2152,612,2196)
rni-number: RNI NO: KARBIL/2017/1856 xyxy=(32,2,318,27)
samputa: ಸಂ: 07 xyxy=(458,262,533,291)
lead-strap: * ಲೋಕಸಭಾ ಚುನಾವಣೆಯ ಮತ ಎಣಿಕೆ: ಸುದ್ದಿಗೋಷ್ಠಿ * ಮತ ಎಣಿಕೆ ಕಾರ್ಯಕ್ಕಾಗಿ 450 ಸಿಬ್ಬಂದಿಗಳ ನೇಮಕ * 9 ಭದ್ರತಾ ಕೊಠಡಿಗಳ ನಿರ್ಮಾಣ, ಜಿಲ್ಲೆಯಾದ್ಯಂತ ನಿಷೇಧಾಜ್ಞೆ xyxy=(352,409,1509,443)
press-meet-photo xyxy=(638,452,1199,687)
paragraph: ಜಾಗೃತಿ ಕಾರ್ಯಕ್ರಮವನ್ನು ಏರ್ಪಡಿಸಿದೆ ಎಂದರು. ಆಧುನಿಕ ಸಮಾಜದ ಒಂದು ಪ್ರಮುಖ ಸಮಸ್ಯೆ ಎಂದರೆ ತಂಬಾಕು ಸೇವನೆ. ಇದರಿಂದ ಲಕ್ಷಾಂತರ ಜನರು ರೋಗಗ್ರಸ್ತ ಮತ್ತು ಕ್ರಿಯಾಶಕ್ತಿ ಕಳೆದುಕೊಳ್ಳುತ್ತಿದ್ದಾರೆ. ನೈತಿಕವಾಗಿ ಆರ್ಥಿಕವಾಗಿ ಸಾಮಾಜಿಕವಾಗಿ ಎಲ್ಲಾ ಹಾನಿಗಳನ್ನು ಉಂಟುಮಾಡುತ್ತದೆ. ತಂಬಾಕು ಸೇವನೆಯಿಂದ ಬಾಯಿ ಕ್ಯಾನ್ಸರ್ ಸೇರಿದಂತೆ ಹಲವು ರೋಗಗಳು ಬರುತ್ತವೆ. ಕುಟುಂಬದ ಸಂಪತ್ತು ಹಾಳಾಗುತ್ತದೆ ಎಂದು ಮುಖ್ಯ ಶಿಕ್ಷಕರು ಹೇಳಿದರು. ವಿದ್ಯಾರ್ಥಿಗಳು ತಂಬಾಕು ಮುಕ್ತ ಸಮಾಜ ನಿರ್ಮಾಣದ ಪ್ರತಿಜ್ಞೆ ಸ್ವೀಕರಿಸಿದರು. xyxy=(1275,1345,1509,1468)
print-marks xyxy=(0,2374,1540,2403)
paragraph: ಕರ್ನಾಟಕ ವಿಧಾನಪರಿಷತ್ ಈಶಾನ್ಯ ಪದವೀಧರರ ಮತಕ್ಷೇತ್ರದ ಚುನಾವಣೆ ಪ್ರಯುಕ್ತ ಸೋಮವಾರ ನಡೆದ ಮತದಾನದಲ್ಲಿ ಕೊಪ್ಪಳ ಡಿಸಿ, ಸಿಇಒ, ಎಸ್ಪಿ ಹಾಗೂ ಇತರ ಅಧಿಕಾರಿಗಳು ತಮ್ಮ ಮತದಾನದ ಹಕ್ಕನ್ನು ಚಲಾಯಿಸಿದರು. xyxy=(36,1877,320,1921)
byline: ಬದಲಾವಣೆ ಸುದ್ದಿ xyxy=(183,404,236,415)
paragraph: ಮಾಧ್ಯಮ ಸಮೀಕ್ಷೆ ಎಂದು ಹೇಳಿದ್ದಾರೆ. ಕರ್ನಾಟಕದಲ್ಲಿ ನಾವು ಹೆಚ್ಚು ಸ್ಥಾನಗಳನ್ನು ಗೆಲ್ಲುತ್ತೇವೆ. ನಾವು 15-20 ಸ್ಥಾನಗಳನ್ನು ಗೆಲ್ಲುತ್ತೇವೆ' ಎಂದರು. 'ಇಂಡಿಯಾ ಬ್ಲಾಕ್ 295 ಸ್ಥಾನಗಳನ್ನು ಗೆಲ್ಲುತ್ತದೆ ಎಂದು ಹೇಳಿದ್ದಾರೆ. ನಾನು ಅದನ್ನು ಬೆಂಬಲಿಸುತ್ತೇನೆ' ಎಂದು ಅವರು ಹೇಳಿದರು. xyxy=(390,1511,715,1555)
microphone-icon: ಅ xyxy=(1379,76,1436,177)
paragraph: ದಾಸರಾಗುತ್ತಿದ್ದಾರೆ ದಿನೇ ದಿನೇ ಮನುಷ್ಯನಲ್ಲಿ ದುಃಖ ಆತಂಕ ಹೆಚ್ಚುತ್ತಿದೆ ಇಂತಹ ಸ್ಥಿತಿಗೆ ಮೂಲ ಕಾರಣ ಮನುಷ್ಯ ಮನಸಿನ ನಿಯಂತ್ರಣ ತಪ್ಪಿರುವುದು ಎಂದು ಹೇಳಿದರು. ಆರೋಗ್ಯವೇ ಭಾಗ್ಯ ಎಂಬಂತೆ ದುಶ್ಚಟಗಳಿಂದ ದೂರ ಉಳಿದು ಆರೋಗ್ಯಯುತ ಜೀವನ ನಡೆಸಬೇಕು ಎಂದು ಕಿವಿಮಾತು ಹೇಳಿದರು. xyxy=(1007,1476,1242,1552)
cm-press-photo xyxy=(245,1367,521,1501)
article-bhavani xyxy=(36,695,312,1233)
paragraph: ಇಂಡಿಯಾ ಕೂಟ ಬಹುಮತ ಪಡೆಯಲಿದೆ. ಬಳ್ಳಾರಿ ಲೋಕಸಭೆ ಕ್ಷೇತ್ರದಲ್ಲಿಯೂ ಕಾಂಗ್ರೆಸ್ ಗೆಲುವು ನಿಶ್ಚಿತ' ಎಂದು ಭರವಸೆ ವ್ಯಕ್ತಪಡಿಸಿದರು. xyxy=(1238,2090,1508,2119)
website-label: ವೆಬ್ ಸೈಟ್: xyxy=(1046,12,1109,29)
subhead: ವಿಧಾನಸಭಾ ಕ್ಷೇತ್ರವಾರು ಮತ ಎಣಿಕಾ ಸುತ್ತುಗಳ ವಿವರ xyxy=(352,721,624,740)
northeast-headline-line2: ಜಿಲ್ಲೆಯಲ್ಲಿ ಒಟ್ಟು ಶೇಕಡಾ 81.61 % ಮತದಾನ xyxy=(134,1791,830,1840)
editor-photo xyxy=(47,32,273,251)
subhead: ಮತ ಎಣಿಕೆಗೆ ಪೋಲೀಸ್ ಬಂದೋಬಸ್ತ್ xyxy=(962,702,1160,721)
sanchike: ಸಂ: 201 xyxy=(554,262,645,291)
paragraph: ಅದನ್ನು ಮಾಧ್ಯಮದವರೂ ಬಿತ್ತರ ಮಾಡಿದ್ದಾರೆ ಎಂದು ಬಳ್ಳಾರಿ ಲೋಕಸಭೆ ಕ್ಷೇತ್ರ ಕಾಂಗ್ರೆಸ್ ಅಭ್ಯರ್ಥಿ, ಶಾಸಕ ಇ.ತುಕಾರಾಂ ಆರೋಪಿಸಿದರು. xyxy=(954,2125,1224,2153)
paragraph: ಕೊಪ್ಪಳ ಜಿಲ್ಲಾ ಪೊಲೀಸ್ ವರಿಷ್ಠಾಧಿಕಾರಿಗಳಾದ ಯಶೋಧಾ ವಂಟಗೋಡಿ ಅವರು ಮಾತನಾಡಿ, ಜೂನ್ 4ರಂದು ಕೊಪ್ಪಳ ನಗರದ ಶ್ರೀ ಗವಿಸಿದ್ಧೇಶ್ವರ ಪದವಿ ಕಾಲೇಜಿನಲ್ಲಿ ಬೆಳಿಗ್ಗೆ 8 ಗಂಟೆಯಿಂದ ಕೊಪ್ಪಳ-08 ಲೋಕಸಭಾ ಕ್ಷೇತ್ರದ ಮತ ಎಣಿಕೆ ಪ್ರಕ್ರಿಯೆ ಜರುಗುವುದು. ಮತ ಎಣಿಕೆ ಪ್ರದೇಶವು ನಿರ್ಬಂಧಿತ ಪ್ರದೇಶವಾಗಿರುವುದರಿಂದ ಬಸವೇಶ್ವರ ವೃತ್ತದಿಂದ ಗವಿಮಠ ಕಡೆಗೆ, ಗಡಿಯಾರ ಕಂಬದಿಂದ ಹಾಗೂ ಡಾಲರ್ಸ್ ಕಾಲೋನಿಯಿಂದ ಗವಿಮಠದ ಕಡೆಗೆ ಸಂಚರಿಸುವ ಎಲ್ಲಾ ವಾಹನಗಳ ಸಂಚಾರವನ್ನು ನಿರ್ಬಂಧಿಸಲಾಗಿದ್ದು, ಈ ಭಾಗದ ಸಾರ್ವಜನಿಕರು ಸಂಚರಿಸಲು ಪರ್ಯಾಯ ಮಾರ್ಗಗಳ ವ್ಯವಸ್ಥೆ ಮಾಡಲಾಗಿದೆ ಎಂದರು. xyxy=(924,729,1197,852)
paragraph: ಈ ಕುರಿತ ಅರ್ಜಿಯನ್ನು ಜನಪ್ರತಿನಿಧಿಗಳ ವಿಶೇಷ ನ್ಯಾಯಾಲಯ ತಿರಸ್ಕರಿಸಿದ ಕಾರಣ ಭವಾನಿ ಅವರು ಹೈಕೋರ್ಟ್ ಮೊರೆ ಹೋಗಿದ್ದಾರೆ. ಈ ಅರ್ಜಿ ಶೀಘ್ರ ವಿಚಾರಣೆಗೆ ನಿಗದಿಯಾಗಲಿದೆ. xyxy=(45,916,303,960)
paragraph: ಬೆಂಗಳೂರು: ಸಂಸದ ಪ್ರಜ್ವಲ್ ರೇವಣ್ಣ ವಿರುದ್ಧದ ಅತ್ಯಾಚಾರ ಆರೋಪ ಪ್ರಕರಣದಲ್ಲಿ ಸಂತ್ರಸ್ತೆಯೊಬ್ಬರ ಅಪಹರಣ ಆರೋಪಕ್ಕೆ ಸಂಬಂಧಿಸಿದಂತೆ ಪ್ರಜ್ವಲ್ ತಾಯಿ ಭವಾನಿ ರೇವಣ್ಣ ನಿರೀಕ್ಷಣಾ ಜಾಮೀನು ಕೋರಿ ಹೈಕೋರ್ಟ್ ಮೆಟ್ಟಿಲೇರಿದ್ದಾರೆ. xyxy=(45,834,216,910)
paragraph: 'ಸಂಡೂರಿನಲ್ಲಿ ಪರಿಶಿಷ್ಟ ಅಭಿವೃದ್ಧಿ ನಿಗಮ ಹಗರಣ ಸಂಬಂಧಿಸಿದಂತೆ ಸಚಿವ ನಾಗೇಂದ್ರ ಅವರ ರಾಜೀನಾಮೆಗೆ ಒತ್ತಡಗಳು ಕೇಳಿ ಬಂದಿವೆ ಎಂಬ ಪ್ರಶ್ನೆಗೆ ಉತ್ತರಿಸಿದ ಅವರು, 'ತನಿಖೆಗಾಗಿ ಎಸ್.ಐ.ಟಿ ನೇಮಿಸಲಾಗಿದೆ. ವರದಿ ಬಂದ ನಂತರ ಮುಖ್ಯಮಂತ್ರಿಯವರು ಹಾಗೂ ಪಕ್ಷದ ಹೈಕಮಾಂಡ್ ಈ ಬಗ್ಗೆ ತೀರ್ಮಾನಿಸಲಿದೆ' ಎಂದರು. xyxy=(1238,2125,1508,2201)
editor-name: ಮಂಜುನಾಥ ಜಿ. ಗೊಂಡಬಾಳ xyxy=(55,186,177,202)
lead-col3 xyxy=(924,695,1197,1230)
tobacco-headline: ದುಶ್ಚಟಗಳಿಗೆ ದಾಸರಾಗಬೇಡಿ xyxy=(747,1249,1098,1294)
subhead: ಹಿರಿಯ ಮತದಾರರಿಂದ ಮತದಾನ xyxy=(333,2055,612,2081)
